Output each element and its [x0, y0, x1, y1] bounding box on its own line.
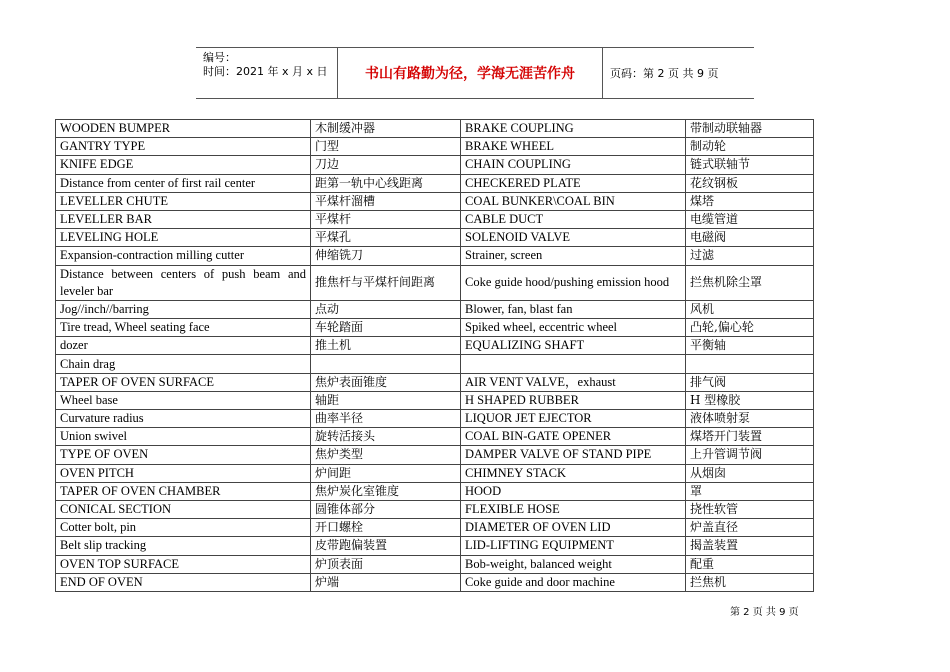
english-term-a-cell: LEVELLER CHUTE [56, 192, 311, 210]
table-row [56, 300, 814, 318]
chinese-term-a-cell: 车轮踏面 [311, 319, 461, 337]
chinese-term-a-cell: 曲率半径 [311, 410, 461, 428]
english-term-a-cell: dozer [56, 337, 311, 355]
english-term-b-cell: EQUALIZING SHAFT [461, 337, 686, 355]
chinese-term-b-cell: 罩 [686, 482, 814, 500]
english-term-a-cell: OVEN TOP SURFACE [56, 555, 311, 573]
chinese-term-b-cell: 平衡轴 [686, 337, 814, 355]
table-row [56, 537, 814, 555]
chinese-term-b-cell: 链式联轴节 [686, 156, 814, 174]
chinese-term-a-cell: 门型 [311, 138, 461, 156]
table-row [56, 464, 814, 482]
header-motto: 书山有路勤为径，学海无涯苦作舟 [338, 48, 603, 98]
english-term-a-cell: Belt slip tracking [56, 537, 311, 555]
english-term-b-cell: COAL BUNKER\COAL BIN [461, 192, 686, 210]
table-row [56, 500, 814, 518]
table-row [56, 391, 814, 409]
chinese-term-a-cell: 推焦杆与平煤杆间距离 [311, 265, 461, 300]
english-term-b-cell: Bob-weight, balanced weight [461, 555, 686, 573]
chinese-term-a-cell: 炉间距 [311, 464, 461, 482]
english-term-a-cell: Distance between centers of push beam and leveler bar [56, 265, 311, 300]
table-row [56, 428, 814, 446]
english-term-b-cell: LID-LIFTING EQUIPMENT [461, 537, 686, 555]
english-term-a-cell: TYPE OF OVEN [56, 446, 311, 464]
english-term-b-cell: LIQUOR JET EJECTOR [461, 410, 686, 428]
english-term-a-cell: KNIFE EDGE [56, 156, 311, 174]
english-term-b-cell: BRAKE WHEEL [461, 138, 686, 156]
english-term-a-cell: Cotter bolt, pin [56, 519, 311, 537]
english-term-a-cell: Tire tread, Wheel seating face [56, 319, 311, 337]
chinese-term-a-cell: 推土机 [311, 337, 461, 355]
chinese-term-a-cell: 刀边 [311, 156, 461, 174]
chinese-term-a-cell: 伸缩铣刀 [311, 247, 461, 265]
header-page-number: 页码：第 2 页 共 9 页 [610, 67, 719, 80]
table-row [56, 174, 814, 192]
chinese-term-b-cell: 挠性软管 [686, 500, 814, 518]
chinese-term-a-cell: 距第一轨中心线距离 [311, 174, 461, 192]
english-term-b-cell: Coke guide and door machine [461, 573, 686, 591]
chinese-term-b-cell: 带制动联轴器 [686, 120, 814, 138]
page-footer: 第 2 页 共 9 页 [730, 607, 799, 618]
table-row [56, 138, 814, 156]
chinese-term-b-cell [686, 355, 814, 373]
english-term-a-cell: Chain drag [56, 355, 311, 373]
english-term-a-cell: Expansion-contraction milling cutter [56, 247, 311, 265]
english-term-a-cell: Curvature radius [56, 410, 311, 428]
chinese-term-b-cell: 花纹钢板 [686, 174, 814, 192]
english-term-a-cell: Distance from center of first rail center [56, 174, 311, 192]
chinese-term-b-cell: 煤塔 [686, 192, 814, 210]
chinese-term-b-cell: 过滤 [686, 247, 814, 265]
english-term-a-cell: OVEN PITCH [56, 464, 311, 482]
header-meta [196, 48, 338, 98]
table-row [56, 519, 814, 537]
english-term-a-cell: WOODEN BUMPER [56, 120, 311, 138]
table-row [56, 247, 814, 265]
table-row [56, 410, 814, 428]
english-term-b-cell: SOLENOID VALVE [461, 229, 686, 247]
chinese-term-b-cell: 煤塔开门装置 [686, 428, 814, 446]
chinese-term-a-cell: 焦炉类型 [311, 446, 461, 464]
english-term-b-cell: FLEXIBLE HOSE [461, 500, 686, 518]
chinese-term-a-cell: 炉顶表面 [311, 555, 461, 573]
english-term-b-cell: CHECKERED PLATE [461, 174, 686, 192]
english-term-b-cell: Spiked wheel, eccentric wheel [461, 319, 686, 337]
english-term-a-cell: GANTRY TYPE [56, 138, 311, 156]
english-term-a-cell: Jog//inch//barring [56, 300, 311, 318]
english-term-b-cell: DIAMETER OF OVEN LID [461, 519, 686, 537]
english-term-b-cell: CABLE DUCT [461, 210, 686, 228]
page-header [196, 47, 754, 99]
english-term-a-cell: TAPER OF OVEN SURFACE [56, 373, 311, 391]
table-row [56, 482, 814, 500]
chinese-term-a-cell: 开口螺栓 [311, 519, 461, 537]
chinese-term-b-cell: 配重 [686, 555, 814, 573]
table-row [56, 319, 814, 337]
chinese-term-b-cell: H 型橡胶 [686, 391, 814, 409]
chinese-term-a-cell: 圆锥体部分 [311, 500, 461, 518]
chinese-term-a-cell: 焦炉表面锥度 [311, 373, 461, 391]
english-term-b-cell: BRAKE COUPLING [461, 120, 686, 138]
english-term-b-cell: Strainer, screen [461, 247, 686, 265]
chinese-term-a-cell: 木制缓冲器 [311, 120, 461, 138]
chinese-term-b-cell: 制动轮 [686, 138, 814, 156]
english-term-b-cell: HOOD [461, 482, 686, 500]
english-term-b-cell: CHAIN COUPLING [461, 156, 686, 174]
table-row [56, 446, 814, 464]
table-row [56, 192, 814, 210]
english-term-a-cell: LEVELING HOLE [56, 229, 311, 247]
chinese-term-a-cell: 平煤杆 [311, 210, 461, 228]
chinese-term-b-cell: 拦焦机除尘罩 [686, 265, 814, 300]
table-row [56, 156, 814, 174]
document-date: 时间：2021 年 x 月 x 日 [203, 65, 328, 78]
chinese-term-b-cell: 从烟囱 [686, 464, 814, 482]
chinese-term-a-cell: 平煤杆溜槽 [311, 192, 461, 210]
table-row [56, 120, 814, 138]
english-term-b-cell: CHIMNEY STACK [461, 464, 686, 482]
english-term-a-cell: END OF OVEN [56, 573, 311, 591]
english-term-b-cell: H SHAPED RUBBER [461, 391, 686, 409]
english-term-a-cell: Union swivel [56, 428, 311, 446]
english-term-a-cell: LEVELLER BAR [56, 210, 311, 228]
table-row [56, 355, 814, 373]
english-term-a-cell: Wheel base [56, 391, 311, 409]
english-term-b-cell: AIR VENT VALVE，exhaust [461, 373, 686, 391]
chinese-term-b-cell: 凸轮,偏心轮 [686, 319, 814, 337]
chinese-term-b-cell: 风机 [686, 300, 814, 318]
chinese-term-b-cell: 电磁阀 [686, 229, 814, 247]
document-code-label: 编号： [203, 51, 236, 64]
chinese-term-a-cell: 轴距 [311, 391, 461, 409]
chinese-term-a-cell [311, 355, 461, 373]
chinese-term-b-cell: 上升管调节阀 [686, 446, 814, 464]
english-term-b-cell: COAL BIN-GATE OPENER [461, 428, 686, 446]
glossary-table [55, 119, 814, 592]
english-term-a-cell: CONICAL SECTION [56, 500, 311, 518]
table-row [56, 265, 814, 300]
english-term-b-cell: Blower, fan, blast fan [461, 300, 686, 318]
chinese-term-a-cell: 焦炉炭化室锥度 [311, 482, 461, 500]
english-term-a-cell: TAPER OF OVEN CHAMBER [56, 482, 311, 500]
english-term-b-cell: Coke guide hood/pushing emission hood [461, 265, 686, 300]
chinese-term-a-cell: 平煤孔 [311, 229, 461, 247]
table-row [56, 555, 814, 573]
table-row [56, 337, 814, 355]
english-term-b-cell: DAMPER VALVE OF STAND PIPE [461, 446, 686, 464]
chinese-term-a-cell: 旋转活接头 [311, 428, 461, 446]
table-row [56, 229, 814, 247]
table-row [56, 210, 814, 228]
chinese-term-b-cell: 排气阀 [686, 373, 814, 391]
chinese-term-b-cell: 炉盖直径 [686, 519, 814, 537]
chinese-term-b-cell: 揭盖装置 [686, 537, 814, 555]
chinese-term-a-cell: 炉端 [311, 573, 461, 591]
chinese-term-b-cell: 电缆管道 [686, 210, 814, 228]
chinese-term-b-cell: 液体喷射泵 [686, 410, 814, 428]
table-row [56, 373, 814, 391]
chinese-term-b-cell: 拦焦机 [686, 573, 814, 591]
table-row [56, 573, 814, 591]
english-term-b-cell [461, 355, 686, 373]
chinese-term-a-cell: 点动 [311, 300, 461, 318]
chinese-term-a-cell: 皮带跑偏装置 [311, 537, 461, 555]
